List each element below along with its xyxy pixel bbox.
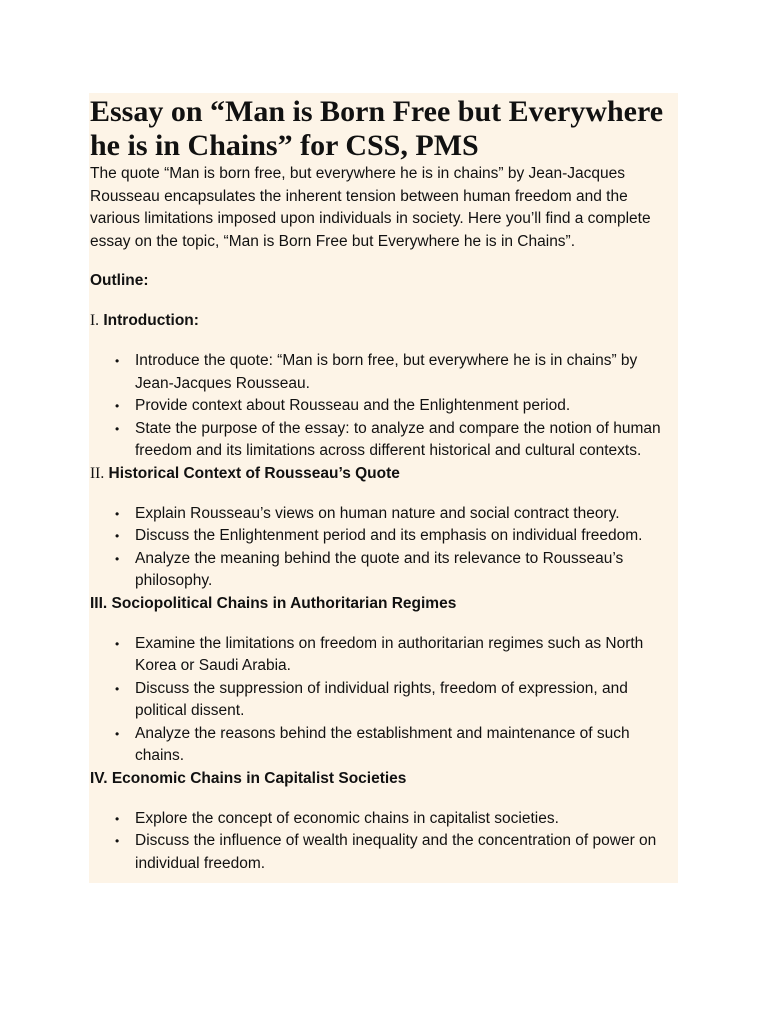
- section-heading-historical-context: [90, 463, 678, 485]
- list-item: [89, 633, 678, 678]
- bullet-icon: •: [115, 551, 120, 566]
- list-item-text: Examine the limitations on freedom in authoritarian regimes such as North Korea or Saudi Arabia.: [135, 634, 644, 674]
- bullet-icon: •: [115, 354, 120, 368]
- list-item: [89, 525, 678, 548]
- list-item-text: Discuss the Enlightenment period and its emphasis on individual freedom.: [135, 527, 643, 544]
- list-item: [89, 350, 678, 395]
- list-item-text: Provide context about Rousseau and the Enlightenment period.: [135, 397, 571, 414]
- outline-label: Outline:: [90, 272, 149, 289]
- section-heading-introduction: [90, 310, 678, 332]
- section-title: Historical Context of Rousseau’s Quote: [108, 464, 400, 482]
- section-title: Introduction:: [103, 312, 199, 329]
- bullet-icon: •: [115, 834, 120, 848]
- bullet-icon: •: [115, 421, 120, 436]
- list-item: [89, 395, 678, 418]
- section-numeral: II.: [90, 464, 105, 482]
- section-numeral: IV.: [90, 769, 108, 787]
- section-heading-economic-chains: [90, 768, 678, 790]
- section-numeral: III.: [90, 594, 108, 612]
- section-heading-sociopolitical-chains: [90, 593, 678, 615]
- bullet-icon: •: [115, 506, 120, 521]
- essay-title: Essay on “Man is Born Free but Everywhere he is in Chains” for CSS, PMS: [90, 95, 664, 162]
- essay-content: [89, 93, 678, 883]
- section-numeral: I.: [90, 312, 100, 329]
- section-points-list: [89, 808, 678, 876]
- list-item: [89, 678, 678, 723]
- list-item-text: Discuss the suppression of individual rights, freedom of expression, and political dissent.: [135, 679, 628, 719]
- bullet-icon: •: [115, 681, 120, 696]
- list-item: [89, 548, 678, 593]
- section-points-list: [89, 503, 678, 593]
- bullet-icon: •: [115, 529, 120, 543]
- list-item: [89, 808, 678, 831]
- intro-paragraph: The quote “Man is born free, but everywhere he is in chains” by Jean-Jacques Rousseau encapsulates the inherent tension between human freedom and the various limitations imposed upon individuals in society. Here you’ll find a complete essay on the topic, “Man is Born Free but Everywhere he is in Chains”.: [90, 165, 651, 250]
- list-item-text: Analyze the meaning behind the quote and its relevance to Rousseau’s philosophy.: [135, 549, 624, 589]
- list-item-text: Analyze the reasons behind the establishment and maintenance of such chains.: [135, 724, 630, 764]
- bullet-icon: •: [115, 811, 120, 826]
- list-item-text: Introduce the quote: “Man is born free, but everywhere he is in chains” by Jean-Jacques Rousseau.: [135, 352, 638, 392]
- list-item: [89, 418, 678, 463]
- list-item: [89, 830, 678, 875]
- bullet-icon: •: [115, 636, 120, 651]
- section-title: Sociopolitical Chains in Authoritarian Regimes: [111, 594, 457, 612]
- list-item-text: State the purpose of the essay: to analyze and compare the notion of human freedom and its limitations across different historical and cultural contexts.: [135, 419, 661, 459]
- bullet-icon: •: [115, 726, 120, 741]
- section-points-list: [89, 633, 678, 768]
- list-item: [89, 723, 678, 768]
- bullet-icon: •: [115, 399, 120, 413]
- list-item-text: Explain Rousseau’s views on human nature and social contract theory.: [135, 504, 620, 522]
- section-title: Economic Chains in Capitalist Societies: [111, 769, 407, 787]
- section-points-list: [89, 350, 678, 463]
- bottom-spacer: [89, 875, 678, 883]
- list-item-text: Discuss the influence of wealth inequality and the concentration of power on individual freedom.: [135, 832, 657, 872]
- list-item: [89, 503, 678, 526]
- list-item-text: Explore the concept of economic chains in capitalist societies.: [135, 809, 559, 827]
